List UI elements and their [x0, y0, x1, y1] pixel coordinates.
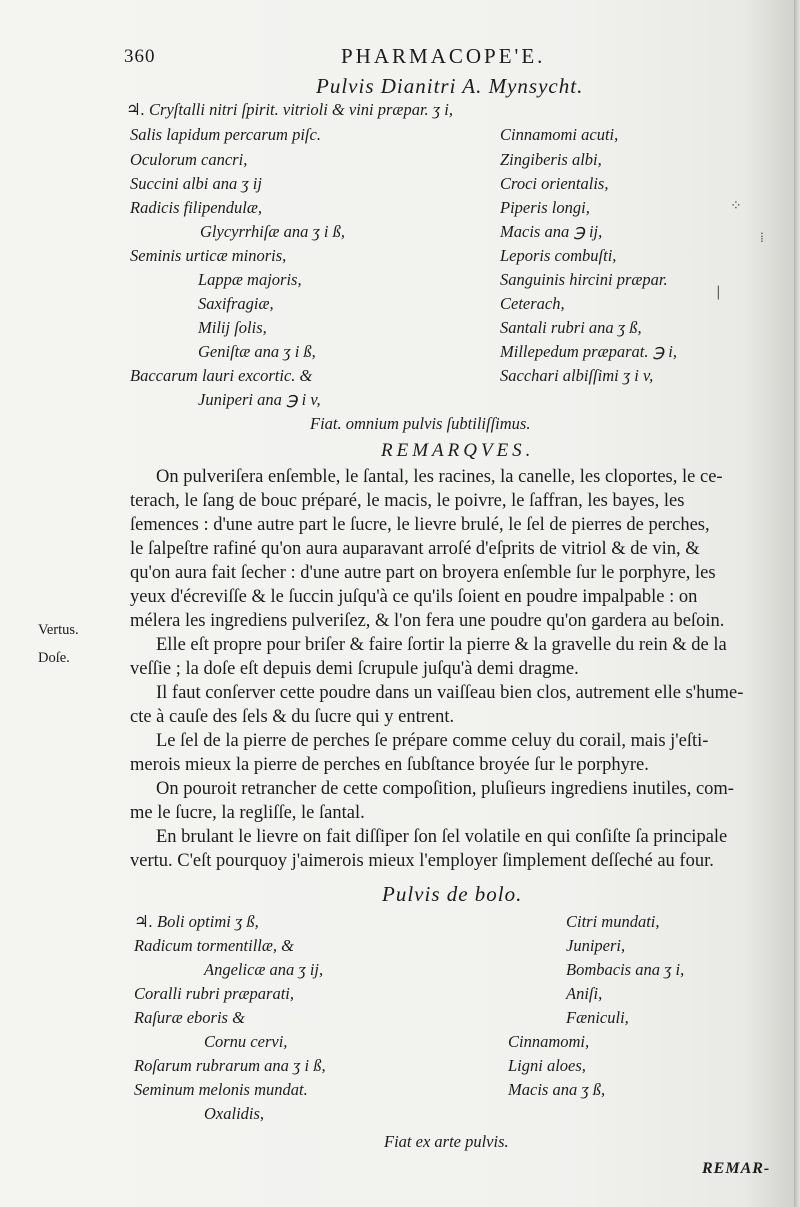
recipe-1-left-item: Oculorum cancri,	[130, 150, 248, 169]
remarque-line: vertu. C'eſt pourquoy j'aimerois mieux l'employer ſimplement deſſeché au four.	[130, 851, 714, 871]
recipe-1-right-item: Macis ana ℈ ij,	[500, 222, 603, 241]
recipe-1-right-item: Cinnamomi acuti,	[500, 125, 619, 144]
recipe-2-right-item: Cinnamomi,	[508, 1032, 590, 1051]
recipe-1-left-item: Seminis urticæ minoris,	[130, 246, 287, 265]
recipe-2-left-item: Cornu cervi,	[204, 1032, 288, 1051]
remarque-line: veſſie ; la doſe eſt depuis demi ſcrupule juſqu'à demi dragme.	[130, 659, 579, 679]
recipe-2-right-item: Citri mundati,	[566, 912, 660, 931]
recipe-1-left-item: Baccarum lauri excortic. &	[130, 366, 313, 385]
recipe-1-right-item: Croci orientalis,	[500, 174, 609, 193]
recipe-1-left-item: Glycyrrhiſæ ana ʒ i ß,	[200, 222, 345, 241]
recipe-1-right-item: Leporis combuſti,	[500, 246, 617, 265]
recipe-1-right-item: Sacchari albiſſimi ʒ i v,	[500, 366, 654, 385]
page-edge-shadow	[794, 0, 800, 1207]
ink-speck: ⁘	[730, 198, 742, 214]
recipe-1-left-item: Geniſtæ ana ʒ i ß,	[198, 342, 316, 361]
recipe-2-left-item: Radicum tormentillæ, &	[134, 936, 294, 955]
margin-note-vertus: Vertus.	[38, 622, 79, 638]
recipe-2-left-item: Raſuræ eboris &	[134, 1008, 245, 1027]
recipe-2-right-item: Aniſi,	[566, 984, 603, 1003]
recipe-2-left-item: Seminum melonis mundat.	[134, 1080, 308, 1099]
recipe-2-right-item: Fæniculi,	[566, 1008, 629, 1027]
ink-speck: |	[716, 284, 721, 300]
recipe-1-title: Pulvis Dianitri A. Mynsycht.	[316, 74, 584, 98]
recipe-1-opening: ♃. Cryſtalli nitri ſpirit. vitrioli & vini præpar. ʒ i,	[126, 100, 453, 119]
remarque-line: terach, le ſang de bouc préparé, le macis, le poivre, le ſaffran, les bayes, les	[130, 491, 685, 511]
running-title: PHARMACOPE'E.	[341, 44, 546, 68]
remarque-line: yeux d'écreviſſe & le ſuccin juſqu'à ce qu'ils ſoient en poudre impalpable : on	[130, 587, 698, 607]
recipe-2-left-item: Oxalidis,	[204, 1104, 265, 1123]
recipe-2-title: Pulvis de bolo.	[382, 882, 523, 906]
remarque-line: mélera les ingrediens pulveriſez, & l'on fera une poudre qu'on gardera au beſoin.	[130, 611, 725, 631]
remarque-line: Le ſel de la pierre de perches ſe prépare comme celuy du corail, mais j'eſti-	[156, 731, 709, 751]
recipe-1-left-item: Radicis filipendulæ,	[130, 198, 262, 217]
remarque-line: Elle eſt propre pour briſer & faire ſortir la pierre & la gravelle du rein & de la	[156, 635, 727, 655]
remarque-line: cte à cauſe des ſels & du ſucre qui y entrent.	[130, 707, 455, 727]
recipe-2-left-item: Roſarum rubrarum ana ʒ i ß,	[134, 1056, 326, 1075]
recipe-1-right-item: Zingiberis albi,	[500, 150, 602, 169]
remarque-line: On pulveriſera enſemble, le ſantal, les racines, la canelle, les cloportes, le ce-	[156, 467, 723, 487]
recipe-1-left-item: Succini albi ana ʒ ij	[130, 174, 262, 193]
remarque-line: On pouroit retrancher de cette compoſition, pluſieurs ingrediens inutiles, com-	[156, 779, 734, 799]
recipe-2-left-item: Coralli rubri præparati,	[134, 984, 294, 1003]
ink-speck: ⁞	[760, 230, 764, 246]
recipe-1-left-item: Milij ſolis,	[198, 318, 267, 337]
margin-note-dose: Doſe.	[38, 650, 70, 666]
recipe-1-left-item: Juniperi ana ℈ i v,	[198, 390, 321, 409]
recipe-2-right-item: Bombacis ana ʒ i,	[566, 960, 685, 979]
recipe-2-right-item: Ligni aloes,	[508, 1056, 586, 1075]
recipe-2-right-item: Juniperi,	[566, 936, 626, 955]
recipe-1-left-item: Saxifragiæ,	[198, 294, 274, 313]
page-number: 360	[124, 46, 156, 67]
remarque-line: En brulant le lievre on fait diſſiper ſon ſel volatile en qui conſiſte ſa principale	[156, 827, 728, 847]
remarque-line: le ſalpeſtre rafiné qu'on aura auparavant arroſé d'eſprits de vitriol & de vin, &	[130, 539, 700, 559]
recipe-1-left-item: Lappæ majoris,	[198, 270, 302, 289]
remarque-line: Il faut conſerver cette poudre dans un vaiſſeau bien clos, autrement elle s'hume-	[156, 683, 744, 703]
catchword: REMAR-	[702, 1160, 771, 1177]
recipe-1-right-item: Sanguinis hircini præpar.	[500, 270, 668, 289]
recipe-1-left-item: Salis lapidum percarum piſc.	[130, 125, 321, 144]
remarque-line: qu'on aura fait ſecher : d'une autre part on broyera enſemble ſur le porphyre, les	[130, 563, 716, 583]
remarque-line: me le ſucre, la regliſſe, le ſantal.	[130, 803, 365, 823]
remarque-line: merois mieux la pierre de perches en ſubſtance broyée ſur le porphyre.	[130, 755, 649, 775]
recipe-2-left-item: ♃. Boli optimi ʒ ß,	[134, 912, 259, 931]
remarques-heading: REMARQVES.	[381, 440, 535, 461]
recipe-2-left-item: Angelicæ ana ʒ ij,	[204, 960, 324, 979]
recipe-1-right-item: Piperis longi,	[500, 198, 590, 217]
recipe-1-right-item: Ceterach,	[500, 294, 565, 313]
recipe-2-closing: Fiat ex arte pulvis.	[384, 1132, 509, 1151]
recipe-1-right-item: Santali rubri ana ʒ ß,	[500, 318, 642, 337]
recipe-1-right-item: Millepedum præparat. ℈ i,	[500, 342, 677, 361]
recipe-2-right-item: Macis ana ʒ ß,	[508, 1080, 606, 1099]
remarque-line: ſemences : d'une autre part le ſucre, le lievre brulé, le ſel de pierres de perches,	[130, 515, 710, 535]
recipe-1-closing: Fiat. omnium pulvis ſubtiliſſimus.	[310, 414, 531, 433]
